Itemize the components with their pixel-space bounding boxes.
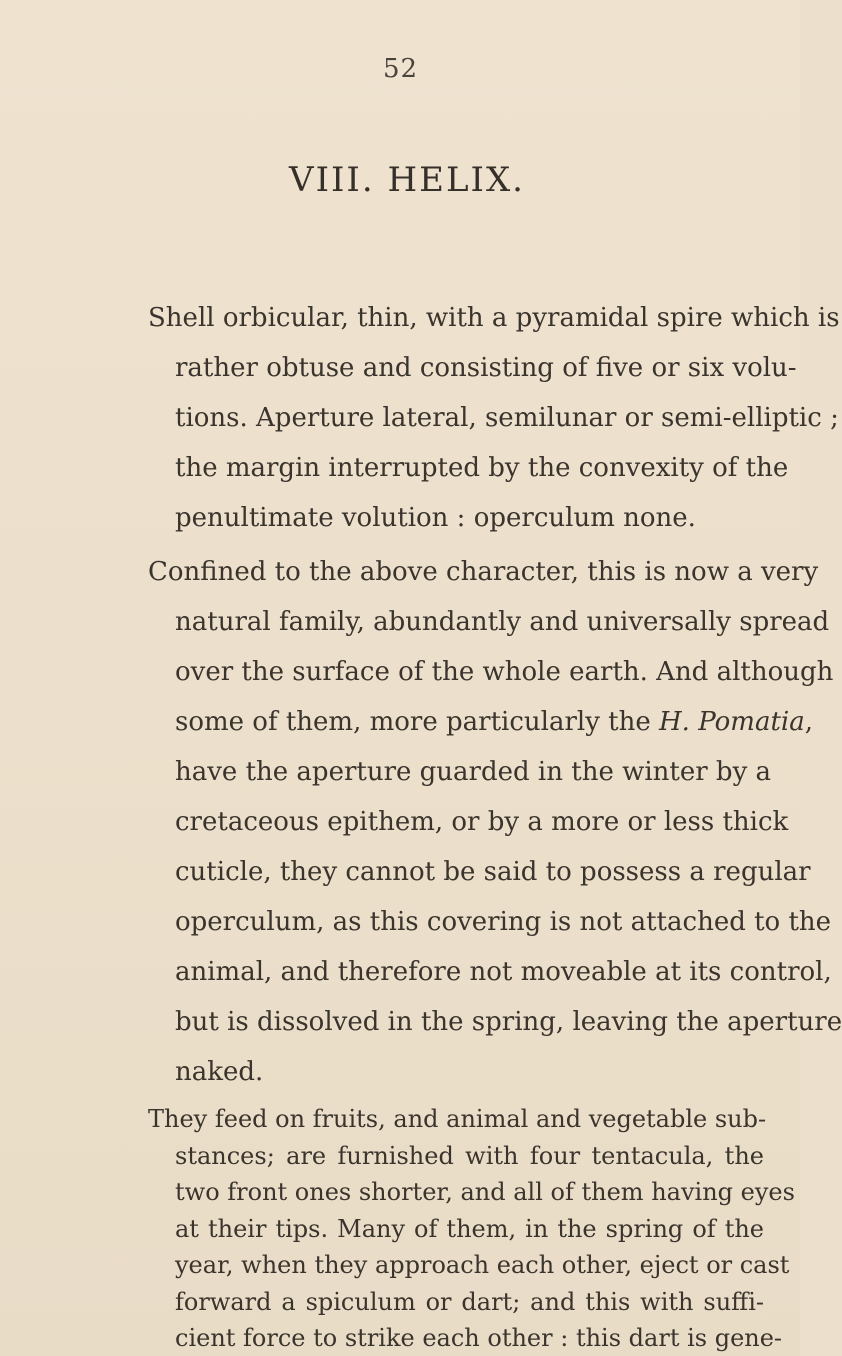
text-line: cient force to strike each other : this dart is gene- bbox=[175, 1324, 783, 1352]
text-line: operculum, as this covering is not attached to the bbox=[175, 907, 832, 937]
page-number: 52 bbox=[383, 54, 419, 84]
text-line: but is dissolved in the spring, leaving the aperture bbox=[175, 1007, 842, 1037]
section-heading-text: VIII. HELIX. bbox=[289, 160, 525, 200]
text-line: cretaceous epithem, or by a more or less thick bbox=[175, 807, 789, 837]
text-line: have the aperture guarded in the winter by a bbox=[175, 757, 772, 787]
text-line: cuticle, they cannot be said to possess a regular bbox=[175, 857, 811, 887]
text-line: the margin interrupted by the convexity of the bbox=[175, 453, 789, 483]
text-line: rather obtuse and consisting of five or six volu- bbox=[175, 353, 797, 383]
text-line: forward a spiculum or dart; and this with suffi- bbox=[175, 1287, 764, 1316]
text-line: year, when they approach each other, eject or cast bbox=[175, 1251, 790, 1279]
text-line: penultimate volution : operculum none. bbox=[175, 503, 696, 533]
text-line: stances; are furnished with four tentacula, the bbox=[175, 1141, 764, 1170]
text-line: animal, and therefore not moveable at its control, bbox=[175, 957, 832, 987]
text-line: at their tips. Many of them, in the spring of the bbox=[175, 1214, 764, 1243]
text-line: over the surface of the whole earth. And although bbox=[175, 657, 834, 687]
text-line-with-italic: some of them, more particularly the H. Pomatia, bbox=[175, 707, 813, 737]
text-line: tions. Aperture lateral, semilunar or semi-elliptic ; bbox=[175, 403, 839, 433]
section-heading bbox=[0, 160, 800, 200]
text-line: natural family, abundantly and universally spread bbox=[175, 607, 830, 637]
text-line: Shell orbicular, thin, with a pyramidal spire which is bbox=[148, 303, 840, 333]
text-line: Confined to the above character, this is now a very bbox=[148, 557, 819, 587]
text-line: They feed on fruits, and animal and vegetable sub- bbox=[148, 1105, 767, 1133]
text-line: naked. bbox=[175, 1057, 264, 1087]
text-line: two front ones shorter, and all of them having eyes bbox=[175, 1178, 795, 1206]
